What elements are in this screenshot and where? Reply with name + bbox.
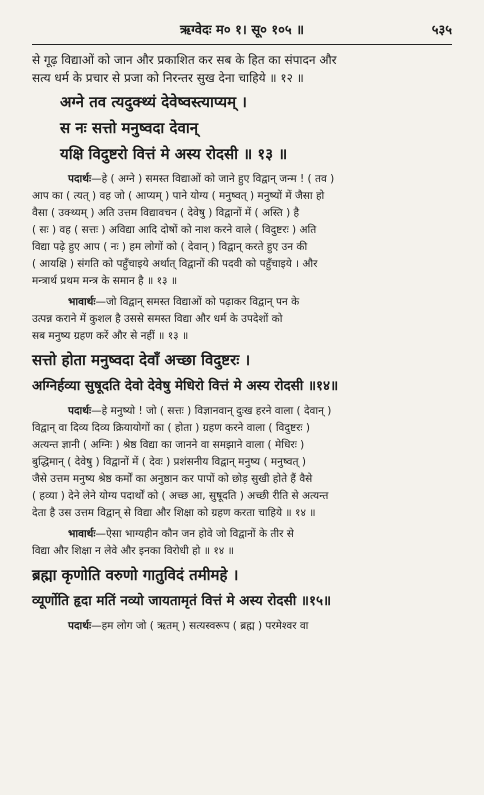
bhavarth-label: भावार्थः <box>68 528 96 540</box>
verse-line: ब्रह्मा कृणोति वरुणो गातुविदं तमीमहे । <box>32 566 239 584</box>
padarth-label: पदार्थः <box>68 405 92 417</box>
bhavarth-label: भावार्थः <box>68 296 96 308</box>
intro-paragraph <box>32 51 452 87</box>
padarth-label: पदार्थः <box>68 620 92 632</box>
verse-13 <box>32 91 452 165</box>
verse-line: अग्ने तव त्यदुक्थ्यं देवेष्वस्त्याप्यम् । <box>60 93 247 111</box>
verse-line: अग्निर्हव्या सुषूदति देवो देवेषु मेधिरो वित्तं मे अस्य रोदसी ॥१४॥ <box>32 378 339 394</box>
bhavarth-line: उत्पन्न कराने में कुशल है उससे समस्त विद्या और धर्म के उपदेशों को <box>32 313 283 325</box>
padarth-14 <box>32 403 452 522</box>
verse-15 <box>32 564 452 612</box>
padarth-line: मन्त्रार्थ प्रथम मन्त्र के समान है ॥ १३ ॥ <box>32 275 178 287</box>
running-head: ऋग्वेदः म० १। सू० १०५ ॥ <box>180 23 304 38</box>
padarth-line: अत्यन्त ज्ञानी ( अग्निः ) श्रेष्ठ विद्या का जानने वा समझाने वाला ( मेधिरः ) <box>32 439 305 451</box>
padarth-line: जैसे उत्तम मनुष्य श्रेष्ठ कर्मों का अनुष्ठान कर पापों को छोड़ सुखी होते हैं वैसे <box>32 473 313 485</box>
verse-line: यक्षि विदुष्टरो वित्तं मे अस्य रोदसी ॥ १३ ॥ <box>60 145 288 163</box>
bhavarth-14 <box>32 526 452 560</box>
padarth-line: —हे ( अग्ने ) समस्त विद्याओं को जाने हुए विद्वान् जन्म ! ( तव ) <box>91 173 335 185</box>
bhavarth-line: —जो विद्वान् समस्त विद्याओं को पढ़ाकर विद्वान् पन के <box>95 296 300 308</box>
padarth-label: पदार्थः <box>68 173 92 185</box>
bhavarth-line: —ऐसा भाग्यहीन कौन जन होवे जो विद्वानों के तीर से <box>95 528 294 540</box>
padarth-13 <box>32 171 452 290</box>
padarth-line: वैसा ( उक्थ्यम् ) अति उत्तम विद्यावचन ( देवेषु ) विद्वानों में ( अस्ति ) है <box>32 207 300 219</box>
bhavarth-line: सब मनुष्य ग्रहण करें और से नहीं ॥ १३ ॥ <box>32 330 189 342</box>
padarth-line: —हम लोग जो ( ऋतम् ) सत्यस्वरूप ( ब्रह्म ) परमेश्वर वा <box>91 620 309 632</box>
padarth-line: —हे मनुष्यो ! जो ( सत्तः ) विज्ञानवान् दुःख हरने वाला ( देवान् ) <box>91 405 332 417</box>
padarth-line: विद्या पढ़े हुए आप ( नः ) हम लोगों को ( देवान् ) विद्वान् करते हुए उन की <box>32 241 308 253</box>
header-rule <box>32 44 452 45</box>
verse-line: सत्तो होता मनुष्वदा देवाँ अच्छा विदुष्टरः । <box>32 351 251 369</box>
padarth-line: ( आयक्षि ) संगति को पहुँचाइये अर्थात् विद्वानों की पदवी को पहुँचाइये । और <box>32 258 318 270</box>
padarth-line: ( हव्या ) देने लेने योग्य पदार्थों को ( अच्छ आ, सुषूदति ) अच्छी रीति से अत्यन्त <box>32 490 329 502</box>
verse-line: स नः सत्तो मनुष्वदा देवान् <box>60 119 199 137</box>
bhavarth-line: विद्या और शिक्षा न लेवे और इनका विरोधी हो ॥ १४ ॥ <box>32 545 234 557</box>
padarth-line: विद्वान् वा दिव्य दिव्य क्रियायोगों का ( होता ) ग्रहण करने वाला ( विदुष्टरः ) <box>32 422 310 434</box>
padarth-line: बुद्धिमान् ( देवेषु ) विद्वानों में ( देवः ) प्रशंसनीय विद्वान् मनुष्य ( मनुष्वत् ) <box>32 456 306 468</box>
verse-line: व्यूर्णोति हृदा मतिं नव्यो जायतामृतं वित्तं मे अस्य रोदसी ॥१५॥ <box>32 593 332 609</box>
padarth-line: देता है उस उत्तम विद्वान् से विद्या और शिक्षा को ग्रहण करता चाहिये ॥ १४ ॥ <box>32 507 316 519</box>
verse-14 <box>32 349 452 397</box>
page-header <box>32 20 452 40</box>
bhavarth-13 <box>32 294 452 345</box>
page-number: ५३५ <box>431 23 452 38</box>
padarth-line: आप का ( त्यत् ) वह जो ( आप्यम् ) पाने योग्य ( मनुष्वत् ) मनुष्यों में जैसा हो <box>32 190 325 202</box>
padarth-line: ( सः ) वह ( सत्तः ) अविद्या आदि दोषों को नाश करने वाले ( विदुष्टरः ) अति <box>32 224 317 236</box>
padarth-15 <box>32 618 452 635</box>
intro-line: सत्य धर्म के प्रचार से प्रजा को निरन्तर सुख देना चाहिये ॥ १२ ॥ <box>32 71 304 85</box>
intro-line: से गूढ़ विद्याओं को जान और प्रकाशित कर सब के हित का संपादन और <box>32 53 337 67</box>
